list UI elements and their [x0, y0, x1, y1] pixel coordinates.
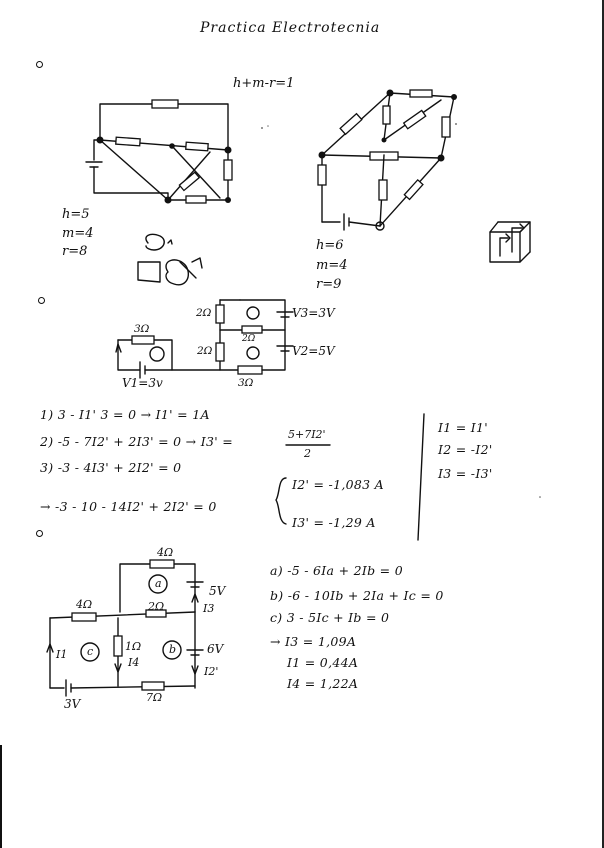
3d-loop-sketch	[490, 222, 530, 262]
result-i3-final: → I3 = 1,09A	[270, 634, 357, 649]
mesh-equation-c: c) 3 - 5Ic + Ib = 0	[270, 610, 390, 625]
label-r4-left: 4Ω	[76, 598, 93, 611]
label-i1: I1	[56, 648, 68, 661]
mesh-label-c: c	[87, 645, 94, 658]
label-i4: I4	[128, 656, 140, 669]
mesh-circuit	[47, 560, 203, 696]
label-v5: 5V	[209, 584, 226, 598]
mapping-i2: I2 = -I2'	[438, 442, 493, 457]
mesh-label-b: b	[169, 643, 177, 656]
result-i3: I3' = -1,29 A	[292, 515, 376, 530]
scan-edge-left	[0, 745, 2, 848]
result-i4-final: I4 = 1,22A	[287, 676, 359, 691]
loop-sketch	[138, 234, 202, 284]
planar-circuit-diagram	[86, 100, 232, 204]
equation-3: 3) -3 - 4I3' + 2I2' = 0	[40, 460, 182, 475]
substitution-equation: → -3 - 10 - 14I2' + 2I2' = 0	[40, 499, 217, 514]
label-r3-bottom: 3Ω	[238, 377, 254, 389]
label-v6: 6V	[207, 642, 224, 656]
left-count-m: m=4	[62, 226, 94, 241]
label-i3: I3	[203, 602, 215, 615]
label-r1: 1Ω	[125, 640, 142, 653]
mesh-label-a: a	[155, 577, 162, 590]
label-r4-top: 4Ω	[157, 546, 174, 559]
label-v3: V3=3V	[292, 306, 335, 320]
label-r7: 7Ω	[146, 691, 163, 704]
label-v1: V1=3v	[122, 376, 163, 390]
result-brace	[276, 478, 286, 524]
right-count-m: m=4	[316, 258, 348, 273]
label-r3-left: 3Ω	[134, 323, 150, 335]
right-count-r: r=9	[316, 277, 342, 292]
equation-1: 1) 3 - I1' 3 = 0 → I1' = 1A	[40, 407, 210, 422]
label-r2: 2Ω	[148, 600, 165, 613]
right-count-h: h=6	[316, 238, 344, 253]
label-r2-top: 2Ω	[196, 307, 212, 319]
mesh-equation-b: b) -6 - 10Ib + 2Ia + Ic = 0	[270, 588, 444, 603]
topology-formula: h+m-r=1	[233, 76, 295, 91]
label-r2-left: 2Ω	[197, 345, 213, 357]
result-i2: I2' = -1,083 A	[292, 477, 384, 492]
fraction-numerator: 5+7I2'	[288, 428, 326, 441]
left-count-h: h=5	[62, 207, 90, 222]
result-i1-final: I1 = 0,44A	[287, 655, 359, 670]
cube-circuit-diagram	[318, 90, 457, 231]
label-v2: V2=5V	[292, 344, 335, 358]
left-count-r: r=8	[62, 244, 88, 259]
mapping-i1: I1 = I1'	[438, 420, 489, 435]
mesh-equation-a: a) -5 - 6Ia + 2Ib = 0	[270, 563, 403, 578]
equation-2: 2) -5 - 7I2' + 2I3' = 0 → I3' =	[40, 434, 233, 449]
page-title: Practica Electrotecnia	[200, 20, 381, 36]
fraction-denominator: 2	[304, 447, 311, 460]
mapping-i3: I3 = -I3'	[438, 466, 493, 481]
label-i2-prime: I2'	[204, 665, 219, 678]
vertical-divider	[418, 414, 424, 540]
label-r2-mid: 2Ω	[242, 334, 256, 344]
label-v3: 3V	[64, 697, 81, 711]
